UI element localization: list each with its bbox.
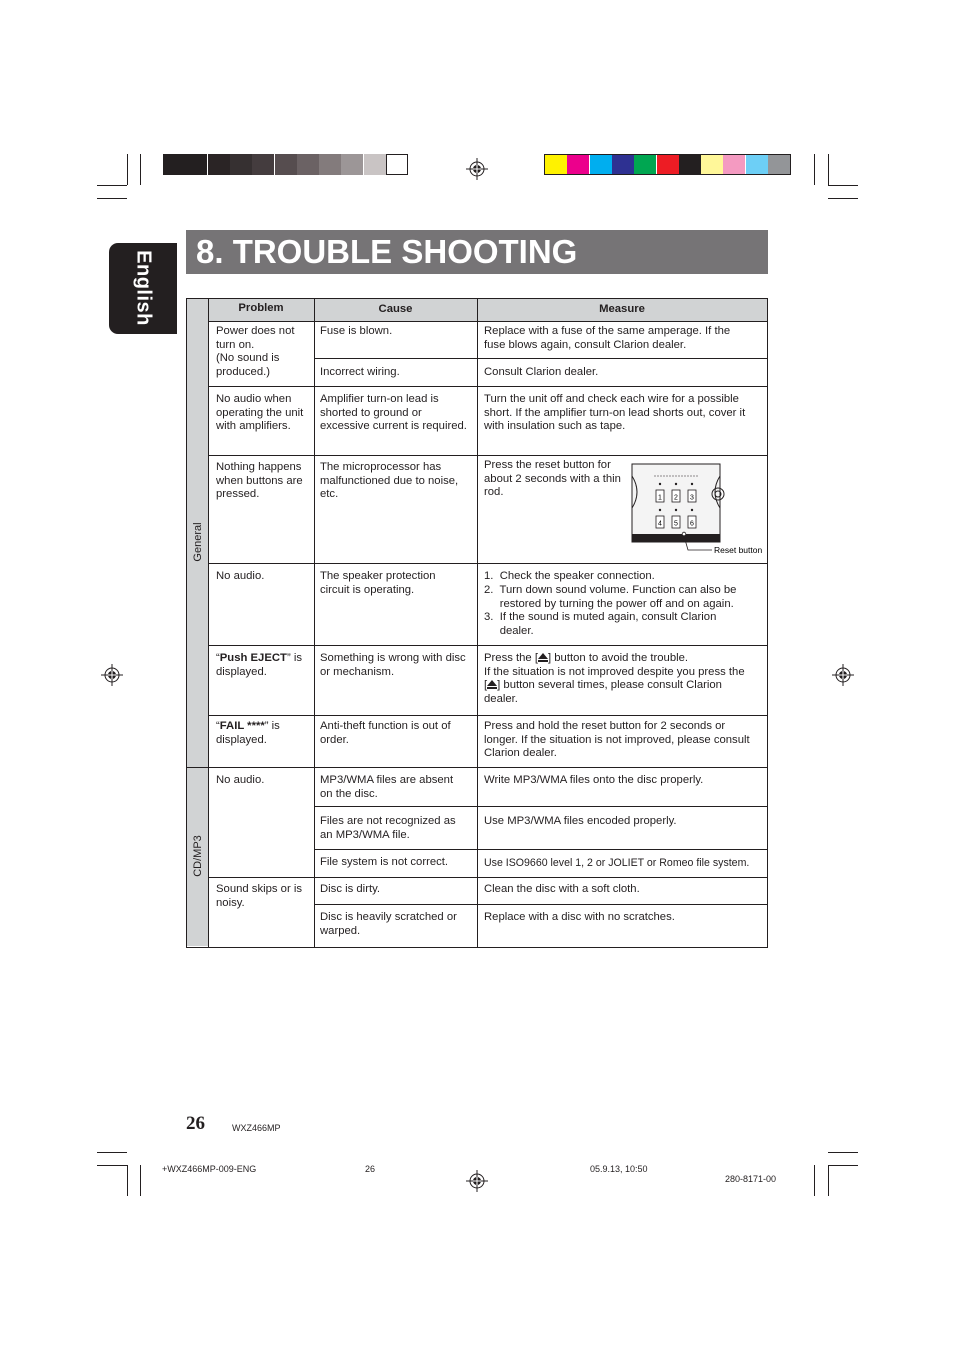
page-title: 8. TROUBLE SHOOTING bbox=[196, 233, 578, 270]
gray-swatch bbox=[386, 154, 408, 175]
problem-cell: Sound skips or is noisy. bbox=[216, 883, 303, 909]
model-name: WXZ466MP bbox=[232, 1123, 281, 1133]
measure-cell bbox=[484, 652, 764, 706]
gray-swatch bbox=[163, 154, 185, 175]
cause-cell: Disc is dirty. bbox=[320, 883, 381, 895]
measure-list-item: 2. Turn down sound volume. Function can also be restored by turning the power off and on again. bbox=[484, 584, 737, 610]
gray-swatch bbox=[185, 154, 207, 175]
problem-prefix: “ bbox=[216, 720, 220, 732]
problem-cell bbox=[216, 720, 312, 747]
cause-cell: MP3/WMA files are absent on the disc. bbox=[320, 774, 454, 800]
registration-mark-icon bbox=[466, 158, 488, 180]
problem-bold: FAIL **** bbox=[219, 720, 265, 732]
preset-key-label: 1 bbox=[658, 494, 662, 502]
reset-button-icon bbox=[682, 532, 686, 536]
measure-cell: Replace with a disc with no scratches. bbox=[484, 911, 675, 923]
gray-swatch bbox=[341, 154, 363, 175]
section-label-general: General bbox=[192, 522, 204, 562]
gray-swatch bbox=[319, 154, 341, 175]
problem-prefix: “ bbox=[216, 652, 220, 664]
header-problem: Problem bbox=[238, 302, 284, 314]
cause-cell: Amplifier turn-on lead is shorted to ground or excessive current is required. bbox=[320, 393, 467, 433]
cause-cell: File system is not correct. bbox=[320, 856, 449, 868]
measure-cell: Press and hold the reset button for 2 seconds or longer. If the situation is not improved, please consult Clarion dealer. bbox=[484, 720, 750, 760]
page-number: 26 bbox=[186, 1113, 205, 1134]
measure-cell: Consult Clarion dealer. bbox=[484, 366, 599, 378]
preset-key-label: 2 bbox=[674, 494, 678, 502]
section-label-cdmp3: CD/MP3 bbox=[192, 835, 204, 877]
registration-mark-icon bbox=[466, 1170, 488, 1192]
footer-code: 280-8171-00 bbox=[725, 1174, 777, 1184]
footer-file: +WXZ466MP-009-ENG bbox=[162, 1164, 257, 1174]
preset-key-label: 3 bbox=[690, 494, 694, 502]
measure-list-item: 1. Check the speaker connection. bbox=[484, 570, 655, 582]
preset-key-label: 4 bbox=[658, 520, 662, 528]
measure-text: ] button several times, please consult Clarion dealer. bbox=[484, 679, 722, 705]
cause-cell: Anti-theft function is out of order. bbox=[320, 720, 451, 746]
problem-bold: Push EJECT bbox=[219, 652, 287, 664]
reset-button-label: Reset button bbox=[714, 545, 763, 555]
problem-suffix: ” is displayed. bbox=[216, 652, 302, 678]
problem-cell bbox=[216, 652, 312, 679]
header-measure: Measure bbox=[599, 303, 645, 315]
measure-cell: Clean the disc with a soft cloth. bbox=[484, 883, 640, 895]
problem-cell: Power does not turn on. (No sound is produced.) bbox=[216, 325, 295, 378]
problem-cell: No audio. bbox=[216, 570, 265, 582]
reset-button-illustration bbox=[630, 462, 766, 558]
measure-cell: Press the reset button for about 2 seconds with a thin rod. bbox=[484, 459, 621, 499]
preset-key-label: 6 bbox=[690, 520, 694, 528]
color-bar-frame bbox=[544, 154, 791, 175]
problem-cell: Nothing happens when buttons are pressed. bbox=[216, 461, 303, 501]
cause-cell: Something is wrong with disc or mechanism. bbox=[320, 652, 466, 678]
gray-swatch bbox=[252, 154, 274, 175]
problem-cell: No audio when operating the unit with amplifiers. bbox=[216, 393, 304, 433]
eject-icon bbox=[487, 680, 497, 689]
gray-swatch bbox=[275, 154, 297, 175]
cause-cell: Incorrect wiring. bbox=[320, 366, 400, 378]
gray-swatch bbox=[230, 154, 252, 175]
cause-cell: Disc is heavily scratched or warped. bbox=[320, 911, 457, 937]
header-cause: Cause bbox=[378, 303, 413, 315]
language-tab-label: English bbox=[132, 250, 155, 326]
gray-swatch bbox=[208, 154, 230, 175]
measure-cell: Use ISO9660 level 1, 2 or JOLIET or Romeo file system. bbox=[484, 857, 750, 869]
gray-swatch bbox=[364, 154, 386, 175]
measure-cell: Use MP3/WMA files encoded properly. bbox=[484, 815, 677, 827]
cause-cell: Files are not recognized as an MP3/WMA file. bbox=[320, 815, 456, 841]
cause-cell: The speaker protection circuit is operating. bbox=[320, 570, 436, 596]
problem-cell: No audio. bbox=[216, 774, 265, 786]
footer-date: 05.9.13, 10:50 bbox=[590, 1164, 648, 1174]
footer-page: 26 bbox=[365, 1164, 376, 1174]
preset-key-label: 5 bbox=[674, 520, 678, 528]
measure-cell: Write MP3/WMA files onto the disc properly. bbox=[484, 774, 704, 786]
measure-cell: Replace with a fuse of the same amperage. If the fuse blows again, consult Clarion dealer. bbox=[484, 325, 731, 351]
measure-text: ] button to avoid the trouble. If the situation is not improved despite you press the [ bbox=[484, 652, 745, 692]
registration-mark-icon bbox=[101, 664, 123, 686]
eject-icon bbox=[538, 653, 548, 662]
problem-suffix: ” is displayed. bbox=[216, 720, 280, 746]
measure-text: Press the [ bbox=[484, 652, 538, 664]
section-title-bar bbox=[186, 230, 768, 274]
registration-mark-icon bbox=[832, 664, 854, 686]
cause-cell: Fuse is blown. bbox=[320, 325, 393, 337]
language-tab bbox=[109, 243, 177, 334]
measure-cell: Turn the unit off and check each wire for a possible short. If the amplifier turn-on lead shorts out, cover it with insulation such as tape. bbox=[484, 393, 746, 433]
gray-swatch bbox=[297, 154, 319, 175]
cause-cell: The microprocessor has malfunctioned due to noise, etc. bbox=[320, 461, 459, 501]
measure-list-item: 3. If the sound is muted again, consult Clarion dealer. bbox=[484, 611, 717, 637]
